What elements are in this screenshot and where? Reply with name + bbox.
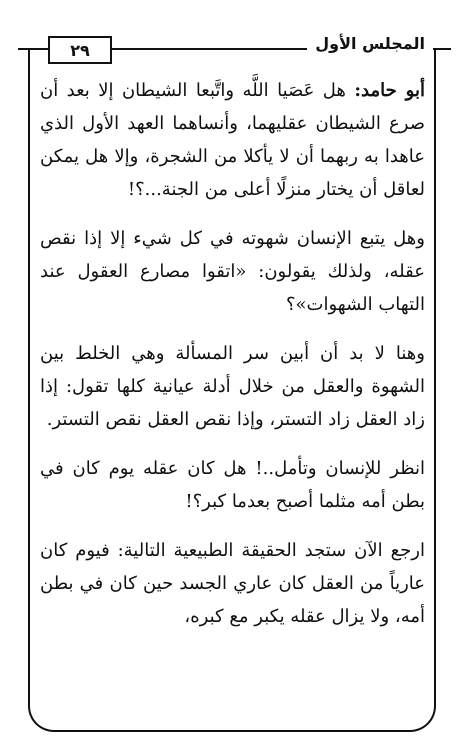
paragraph-text: ارجع الآن ستجد الحقيقة الطبيعية التالية: فيوم كان عارياً من العقل كان عاري الجسد حين كان في بطن أمه، ولا يزال عقله يكبر مع كبره، — [40, 540, 425, 627]
paragraph-5 — [40, 534, 425, 633]
paragraph-text: وهل يتبع الإنسان شهوته في كل شيء إلا إذا نقص عقله، ولذلك يقولون: «اتقوا مصارع العقول عند التهاب الشهوات»؟ — [40, 228, 425, 315]
paragraph-text: انظر للإنسان وتأمل..! هل كان عقله يوم كان في بطن أمه مثلما أصبح بعدما كبر؟! — [40, 458, 425, 512]
page-body — [40, 74, 425, 649]
paragraph-text: هل عَصَيا اللَّه واتَّبعا الشيطان إلا بعد أن صرع الشيطان عقليهما، وأنساهما العهد الأول الذي عاهدا به ربهما أن لا يأكلا من الشجرة، وإلا هل يمكن لعاقل أن يختار منزلًا أعلى من الجنة...؟! — [40, 80, 425, 200]
paragraph-1 — [40, 74, 425, 206]
chapter-title: المجلس الأول — [307, 34, 433, 53]
paragraph-3 — [40, 337, 425, 436]
page-number: ٢٩ — [48, 36, 112, 64]
paragraph-4 — [40, 452, 425, 518]
paragraph-2 — [40, 222, 425, 321]
speaker-name: أبو حامد: — [354, 80, 425, 101]
paragraph-text: وهنا لا بد أن أبين سر المسألة وهي الخلط بين الشهوة والعقل من خلال أدلة عيانية كلها تقول: إذا زاد العقل زاد التستر، وإذا نقص العقل نقص التستر. — [40, 343, 425, 430]
